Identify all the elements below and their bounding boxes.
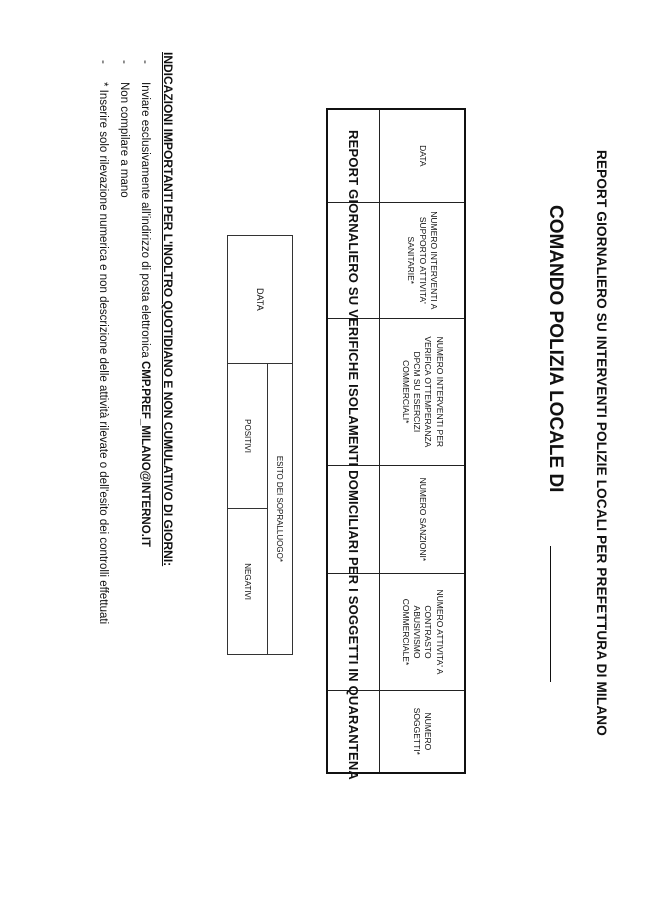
instruction-text: Inviare esclusivamente all'indirizzo di posta elettronica: [139, 82, 151, 361]
command-title: COMANDO POLIZIA LOCALE DI: [545, 205, 566, 493]
instruction-text: Non compilare a mano: [118, 82, 130, 198]
bullet-dash: -: [139, 60, 151, 64]
quarantine-report-title: REPORT GIORNALIERO SU VERIFICHE ISOLAMENTI DOMICILIARI PER I SOGGETTI IN QUARANTENA: [346, 130, 361, 781]
header-soggetti: NUMERO SOGGETTI*: [380, 690, 466, 773]
header-interventi-sanitarie: NUMERO INTERVENTI A SUPPORTO ATTIVITA' SANITARIE*: [380, 202, 466, 319]
header-negativi: NEGATIVI: [228, 509, 268, 655]
instruction-text: * Inserire solo rilevazione numerica e non descrizione delle attività rilevate o dell'esito dei controlli effettuati: [97, 82, 109, 625]
instructions-title: INDICAZIONI IMPORTANTI PER L'INOLTRO QUOTIDIANO E NON CUMULATIVO DI GIORNI:: [161, 52, 175, 567]
bullet-dash: -: [97, 60, 109, 64]
header-esito: ESITO DEI SOPRALLUOGO*: [267, 363, 292, 654]
fill-in-line: [550, 546, 551, 682]
table-header-row: [380, 109, 466, 773]
header-sanzioni: NUMERO SANZIONI*: [380, 465, 466, 574]
instruction-item: [118, 60, 130, 198]
quarantine-table: [227, 235, 293, 655]
report-title: REPORT GIORNALIERO SU INTERVENTI POLIZIE LOCALI PER PREFETTURA DI MILANO: [594, 150, 609, 736]
header-data: DATA: [380, 109, 466, 202]
header-positivi: POSITIVI: [228, 363, 268, 509]
header-interventi-dpcm: NUMERO INTERVENTI PER VERIFICA OTTEMPERANZA DPCM SU ESERCIZI COMMERCIALI*: [380, 319, 466, 466]
instruction-item: [97, 60, 109, 624]
header-data: DATA: [228, 236, 293, 364]
instruction-item: [139, 60, 151, 547]
bullet-dash: -: [118, 60, 130, 64]
header-abusivismo: NUMERO ATTIVITA' A CONTRASTO ABUSIVISMO COMMERCIALE*: [380, 574, 466, 690]
email-address[interactable]: CMP.PREF_MILANO@INTERNO.IT: [139, 360, 151, 548]
table-row: [267, 236, 292, 655]
